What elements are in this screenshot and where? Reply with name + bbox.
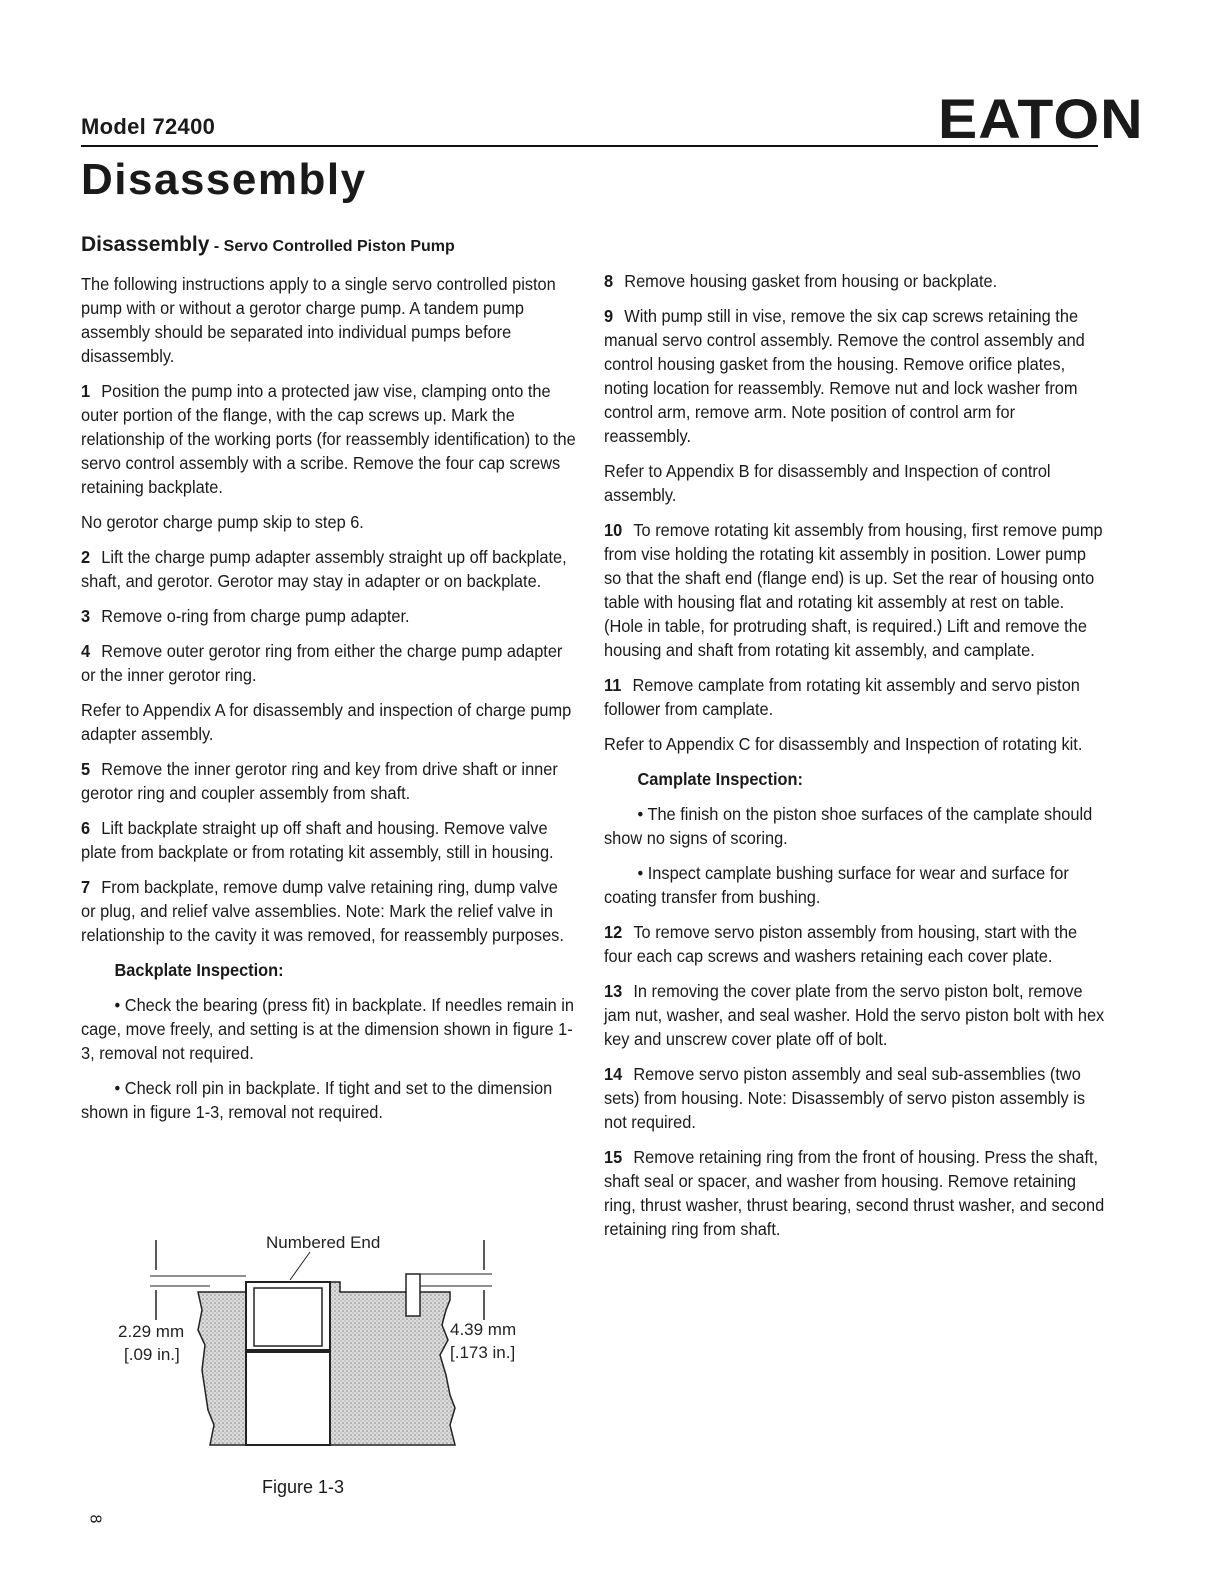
- page-title: Disassembly: [81, 155, 367, 204]
- step-text: Remove retaining ring from the front of housing. Press the shaft, shaft seal or spacer, and washer from housing. Remove retaining ring, thrust washer, thrust bearing, second thrust washer, and second retaining ring from shaft.: [604, 1147, 1105, 1239]
- step-number: 8: [604, 271, 614, 291]
- appendix-c-note: Refer to Appendix C for disassembly and Inspection of rotating kit.: [604, 734, 1083, 754]
- step-number: 6: [81, 818, 91, 838]
- step-10: [604, 518, 1104, 662]
- dim-left-in: [.09 in.]: [124, 1345, 180, 1364]
- step-text: In removing the cover plate from the servo piston bolt, remove jam nut, washer, and seal washer. Hold the servo piston bolt with hex key and unscrew cover plate off of bolt.: [604, 981, 1105, 1049]
- step-4: [81, 639, 576, 687]
- step-number: 7: [81, 877, 91, 897]
- intro-paragraph: The following instructions apply to a single servo controlled piston pump with or without a gerotor charge pump. A tandem pump assembly should be separated into individual pumps before disassembly.: [81, 274, 556, 366]
- step-6: [81, 816, 576, 864]
- step-text: Remove housing gasket from housing or backplate.: [624, 271, 998, 291]
- dim-right-in: [.173 in.]: [450, 1343, 516, 1362]
- figure-1-3-diagram: [110, 1230, 530, 1460]
- step-number: 10: [604, 520, 623, 540]
- figure-caption: Figure 1-3: [262, 1477, 345, 1497]
- step-text: From backplate, remove dump valve retaining ring, dump valve or plug, and relief valve assemblies. Note: Mark the relief valve in relationship to the cavity it was removed, for reassembly purposes.: [81, 877, 564, 945]
- step-number: 3: [81, 606, 91, 626]
- step-8: [604, 269, 1104, 293]
- backplate-bullet-1: • Check the bearing (press fit) in backplate. If needles remain in cage, move freely, and setting is at the dimension shown in figure 1-3, removal not required.: [81, 995, 575, 1063]
- step-12: [604, 920, 1104, 968]
- section-heading-main: Disassembly: [81, 233, 210, 256]
- step-text: To remove rotating kit assembly from housing, first remove pump from vise holding the rotating kit assembly in position. Lower pump so that the shaft end (flange end) is up. Set the rear of housing onto table with housing flat and rotating kit assembly at rest on table. (Hole in table, for protruding shaft, is required.) Lift and remove the housing and shaft from rotating kit assembly, and camplate.: [604, 520, 1103, 660]
- step-7: [81, 875, 576, 947]
- camplate-inspection-heading: Camplate Inspection:: [637, 769, 803, 789]
- page-number: 8: [86, 1514, 104, 1524]
- step-14: [604, 1062, 1104, 1134]
- step-number: 2: [81, 547, 91, 567]
- step-text: Lift the charge pump adapter assembly straight up off backplate, shaft, and gerotor. Gerotor may stay in adapter or on backplate.: [81, 547, 567, 591]
- step-text: Remove servo piston assembly and seal sub-assemblies (two sets) from housing. Note: Disassembly of servo piston assembly is not required.: [604, 1064, 1086, 1132]
- step-number: 4: [81, 641, 91, 661]
- step-text: Remove the inner gerotor ring and key from drive shaft or inner gerotor ring and coupler assembly from shaft.: [81, 759, 558, 803]
- step-text: Position the pump into a protected jaw vise, clamping onto the outer portion of the flange, with the cap screws up. Mark the relationship of the working ports (for reassembly identification) to the servo control assembly with a scribe. Remove the four cap screws retaining backplate.: [81, 381, 576, 497]
- bore: [246, 1282, 330, 1350]
- step-text: Lift backplate straight up off shaft and housing. Remove valve plate from backplate or from rotating kit assembly, still in housing.: [81, 818, 554, 862]
- backplate-bullet-2: • Check roll pin in backplate. If tight and set to the dimension shown in figure 1-3, removal not required.: [81, 1078, 553, 1122]
- step-number: 11: [604, 675, 622, 695]
- step-2: [81, 545, 576, 593]
- roll-pin: [406, 1274, 420, 1316]
- right-column: [604, 269, 1104, 1252]
- step-13: [604, 979, 1104, 1051]
- step-text: With pump still in vise, remove the six cap screws retaining the manual servo control assembly. Remove the control assembly and control housing gasket from the housing. Remove orifice plates, noting location for reassembly. Remove nut and lock washer from control arm, remove arm. Note position of control arm for reassembly.: [604, 306, 1085, 446]
- step-number: 1: [81, 381, 91, 401]
- dim-left-mm: 2.29 mm: [118, 1322, 185, 1341]
- step-number: 12: [604, 922, 623, 942]
- appendix-b-note: Refer to Appendix B for disassembly and Inspection of control assembly.: [604, 461, 1051, 505]
- step-15: [604, 1145, 1104, 1241]
- shaft-bore: [246, 1352, 330, 1445]
- step-number: 15: [604, 1147, 623, 1167]
- step-number: 9: [604, 306, 614, 326]
- header-rule: [81, 145, 1098, 147]
- left-column: [81, 272, 576, 1135]
- leader-line: [290, 1252, 310, 1280]
- step-9: [604, 304, 1104, 448]
- no-gerotor-note: No gerotor charge pump skip to step 6.: [81, 512, 364, 532]
- step-text: Remove outer gerotor ring from either the charge pump adapter or the inner gerotor ring.: [81, 641, 563, 685]
- step-5: [81, 757, 576, 805]
- camplate-bullet-1: • The finish on the piston shoe surfaces of the camplate should show no signs of scoring.: [604, 804, 1093, 848]
- numbered-end-label: Numbered End: [266, 1233, 381, 1252]
- step-text: Remove camplate from rotating kit assembly and servo piston follower from camplate.: [604, 675, 1080, 719]
- dim-right-mm: 4.39 mm: [450, 1320, 517, 1339]
- camplate-bullet-2: • Inspect camplate bushing surface for wear and surface for coating transfer from bushing.: [604, 863, 1069, 907]
- section-subheading: - Servo Controlled Piston Pump: [209, 238, 455, 255]
- appendix-a-note: Refer to Appendix A for disassembly and inspection of charge pump adapter assembly.: [81, 700, 572, 744]
- eaton-logo: EATON: [938, 87, 1144, 150]
- step-text: Remove o-ring from charge pump adapter.: [101, 606, 410, 626]
- step-number: 5: [81, 759, 91, 779]
- model-label: Model 72400: [81, 114, 216, 139]
- backplate-inspection-heading: Backplate Inspection:: [114, 960, 284, 980]
- section-heading: [81, 233, 455, 257]
- step-11: [604, 673, 1104, 721]
- step-text: To remove servo piston assembly from housing, start with the four each cap screws and washers retaining each cover plate.: [604, 922, 1078, 966]
- step-number: 13: [604, 981, 623, 1001]
- step-1: [81, 379, 576, 499]
- step-3: [81, 604, 576, 628]
- step-number: 14: [604, 1064, 623, 1084]
